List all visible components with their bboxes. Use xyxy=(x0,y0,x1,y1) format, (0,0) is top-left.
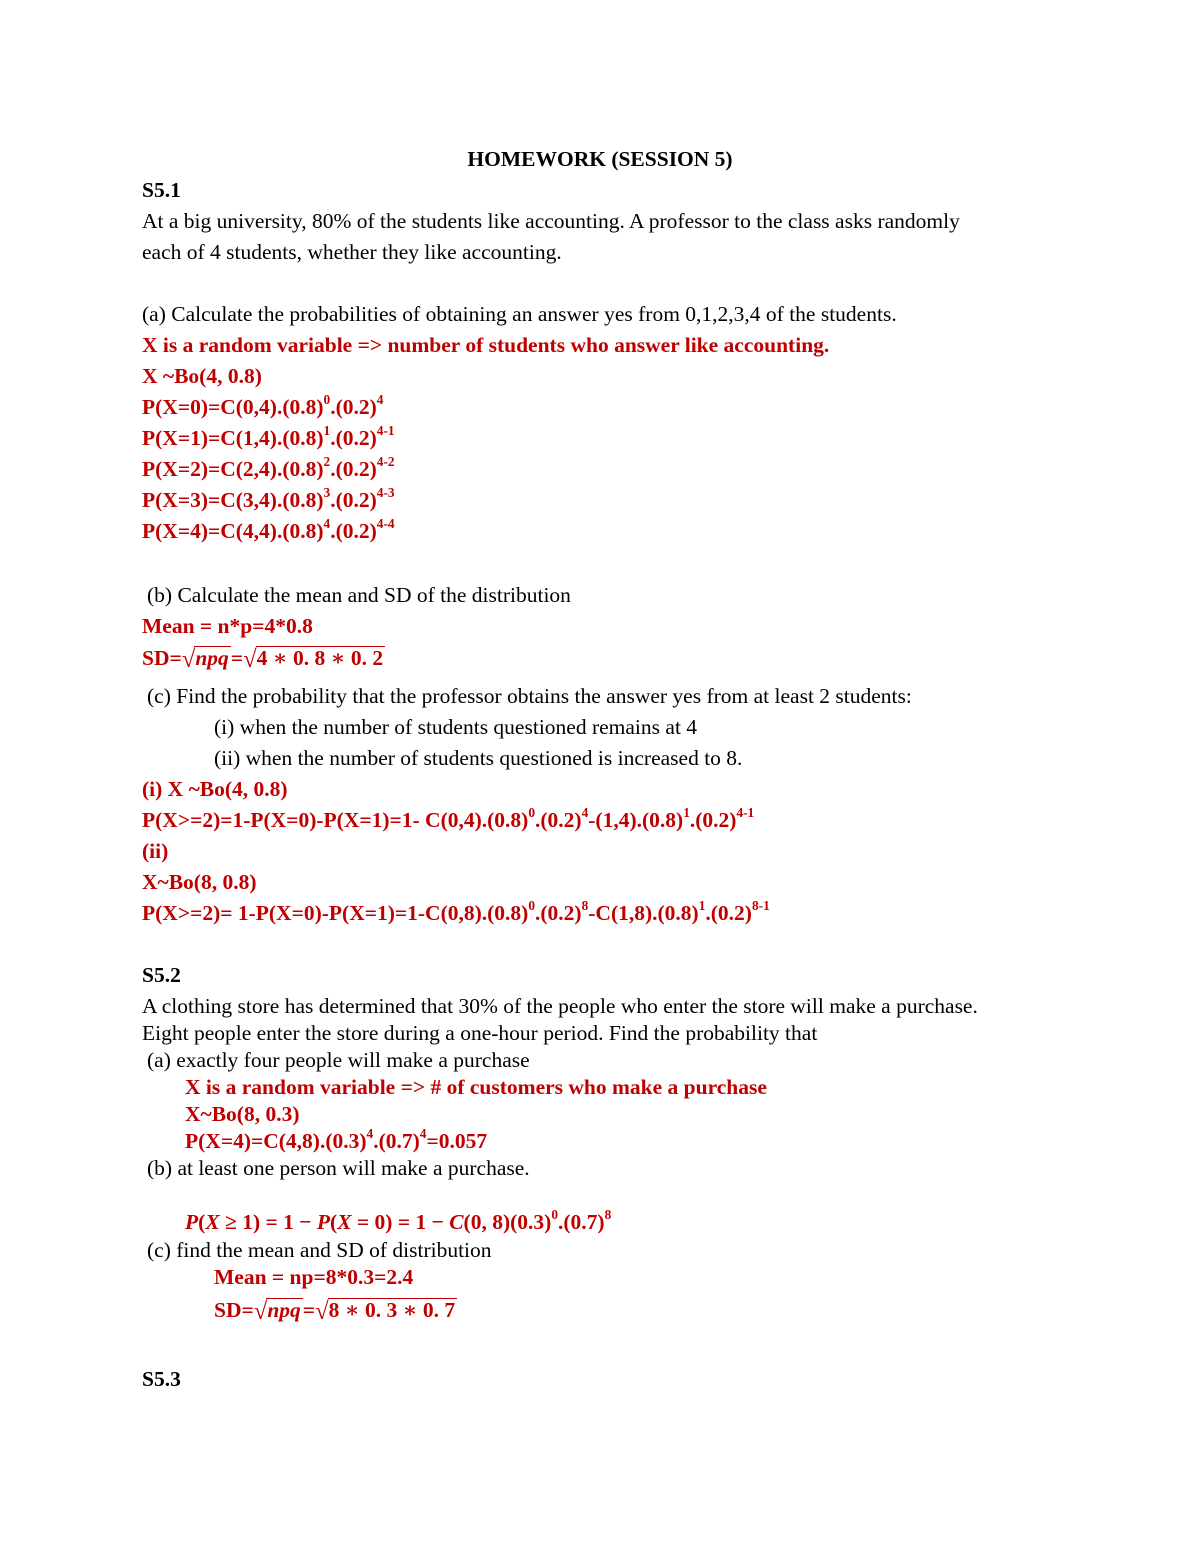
radical-sign: √ xyxy=(315,1298,329,1325)
sd-label: SD= xyxy=(214,1298,254,1322)
exponent: 0 xyxy=(528,897,536,913)
radical-sign: √ xyxy=(181,646,196,673)
s2-answer-a-distribution: X~Bo(8, 0.3) xyxy=(185,1102,300,1126)
s1-answer-b-mean: Mean = n*p=4*0.8 xyxy=(142,614,313,638)
exponent: 4 xyxy=(581,804,589,820)
calc-text: .(0.7) xyxy=(373,1129,420,1153)
math-var: C xyxy=(449,1210,464,1234)
calc-text: .(0.2) xyxy=(689,808,737,832)
calc-text: .(0.2) xyxy=(535,808,582,832)
math-text: ≥ 1) = 1 − xyxy=(219,1210,317,1234)
exponent: 8 xyxy=(604,1206,612,1222)
s1-answer-c-ii-label: (ii) xyxy=(142,839,169,863)
s1-prob-x1 xyxy=(142,422,395,451)
sqrt-values xyxy=(243,645,385,671)
s2-question-a: (a) exactly four people will make a purchase xyxy=(147,1048,530,1072)
s2-answer-b-calc xyxy=(185,1206,612,1235)
math-var: P xyxy=(185,1210,199,1234)
section-heading-s5-1: S5.1 xyxy=(142,178,181,202)
section-heading-s5-3: S5.3 xyxy=(142,1367,181,1391)
exponent: 0 xyxy=(528,804,536,820)
calc-text: -(1,4).(0.8) xyxy=(588,808,684,832)
s2-answer-c-sd xyxy=(214,1297,457,1323)
radicand: npq xyxy=(267,1298,301,1322)
exponent: 2 xyxy=(323,453,331,469)
exponent: 4 xyxy=(376,391,384,407)
s2-answer-a-calc xyxy=(185,1125,488,1154)
s1-prob-x2 xyxy=(142,453,395,482)
s1-answer-c-i-calc xyxy=(142,804,755,833)
sqrt-npq xyxy=(254,1297,303,1323)
s1-answer-c-ii-distribution: X~Bo(8, 0.8) xyxy=(142,870,257,894)
exponent: 1 xyxy=(683,804,690,820)
s1-answer-c-ii-calc xyxy=(142,897,770,926)
prob-text: P(X=3)=C(3,4).(0.8) xyxy=(142,488,324,512)
exponent: 8-1 xyxy=(751,897,770,913)
radical-sign: √ xyxy=(243,646,257,673)
s2-intro-line-1: A clothing store has determined that 30% of the people who enter the store will make a purchase. xyxy=(142,994,978,1018)
exponent: 1 xyxy=(323,422,331,438)
s1-answer-a-definition: X is a random variable => number of students who answer like accounting. xyxy=(142,333,830,357)
s1-question-a: (a) Calculate the probabilities of obtaining an answer yes from 0,1,2,3,4 of the students. xyxy=(142,302,897,326)
s1-intro-line-2: each of 4 students, whether they like accounting. xyxy=(142,240,562,264)
exponent: 0 xyxy=(551,1206,558,1222)
exponent: 4-1 xyxy=(736,804,755,820)
radicand: 8 ∗ 0. 3 ∗ 0. 7 xyxy=(328,1298,456,1322)
s2-question-c: (c) find the mean and SD of distribution xyxy=(147,1238,492,1262)
math-text: = 0) = 1 − xyxy=(351,1210,450,1234)
s1-prob-x4 xyxy=(142,515,395,544)
prob-text: .(0.2) xyxy=(330,519,377,543)
calc-text: =0.057 xyxy=(426,1129,488,1153)
exponent: 0 xyxy=(323,391,331,407)
prob-text: .(0.2) xyxy=(330,457,377,481)
prob-text: P(X=1)=C(1,4).(0.8) xyxy=(142,426,324,450)
exponent: 4-1 xyxy=(376,422,395,438)
s1-question-c: (c) Find the probability that the professor obtains the answer yes from at least 2 students: xyxy=(147,684,912,708)
page-title: HOMEWORK (SESSION 5) xyxy=(467,147,733,171)
s1-answer-c-i-distribution: (i) X ~Bo(4, 0.8) xyxy=(142,777,288,801)
exponent: 1 xyxy=(698,897,706,913)
s1-prob-x3 xyxy=(142,484,395,513)
s1-prob-x0 xyxy=(142,391,384,420)
math-text: (0.3) xyxy=(510,1210,552,1234)
sqrt-npq xyxy=(182,645,231,671)
s2-question-b: (b) at least one person will make a purchase. xyxy=(147,1156,530,1180)
s1-intro-line-1: At a big university, 80% of the students like accounting. A professor to the class asks randomly xyxy=(142,209,960,233)
radicand: npq xyxy=(195,646,229,670)
prob-text: .(0.2) xyxy=(330,395,377,419)
sqrt-values xyxy=(315,1297,457,1323)
radicand: 4 ∗ 0. 8 ∗ 0. 2 xyxy=(256,646,384,670)
calc-text: .(0.2) xyxy=(705,901,752,925)
s1-answer-a-distribution: X ~Bo(4, 0.8) xyxy=(142,364,262,388)
exponent: 4-3 xyxy=(376,484,395,500)
s2-intro-line-2: Eight people enter the store during a one-hour period. Find the probability that xyxy=(142,1021,818,1045)
radical-sign: √ xyxy=(253,1298,268,1325)
s2-answer-c-mean: Mean = np=8*0.3=2.4 xyxy=(214,1265,414,1289)
math-var: P xyxy=(316,1210,331,1234)
exponent: 4 xyxy=(419,1125,427,1141)
exponent: 4-2 xyxy=(376,453,395,469)
math-text: ( xyxy=(198,1210,206,1234)
s1-question-c-ii: (ii) when the number of students questioned is increased to 8. xyxy=(214,746,743,770)
calc-text: -C(1,8).(0.8) xyxy=(588,901,699,925)
prob-text: .(0.2) xyxy=(330,488,377,512)
math-var: X xyxy=(205,1210,220,1234)
prob-text: P(X=2)=C(2,4).(0.8) xyxy=(142,457,324,481)
exponent: 4 xyxy=(323,515,331,531)
prob-text: P(X=0)=C(0,4).(0.8) xyxy=(142,395,324,419)
exponent: 4 xyxy=(366,1125,374,1141)
math-text: ( xyxy=(330,1210,338,1234)
s1-question-c-i: (i) when the number of students questioned remains at 4 xyxy=(214,715,698,739)
equals-sign: = xyxy=(302,1298,316,1322)
math-var: X xyxy=(337,1210,352,1234)
math-text: (0, 8) xyxy=(463,1210,511,1234)
exponent: 4-4 xyxy=(376,515,395,531)
exponent: 3 xyxy=(323,484,331,500)
exponent: 8 xyxy=(581,897,589,913)
calc-text: P(X=4)=C(4,8).(0.3) xyxy=(185,1129,367,1153)
sd-label: SD= xyxy=(142,646,182,670)
prob-text: .(0.2) xyxy=(330,426,377,450)
calc-text: P(X>=2)=1-P(X=0)-P(X=1)=1- C(0,4).(0.8) xyxy=(142,808,529,832)
s1-answer-b-sd xyxy=(142,645,385,671)
math-text: .(0.7) xyxy=(558,1210,605,1234)
calc-text: .(0.2) xyxy=(535,901,582,925)
s1-question-b: (b) Calculate the mean and SD of the distribution xyxy=(147,583,571,607)
prob-text: P(X=4)=C(4,4).(0.8) xyxy=(142,519,324,543)
equals-sign: = xyxy=(230,646,244,670)
calc-text: P(X>=2)= 1-P(X=0)-P(X=1)=1-C(0,8).(0.8) xyxy=(142,901,529,925)
section-heading-s5-2: S5.2 xyxy=(142,963,181,987)
s2-answer-a-definition: X is a random variable => # of customers who make a purchase xyxy=(185,1075,767,1099)
